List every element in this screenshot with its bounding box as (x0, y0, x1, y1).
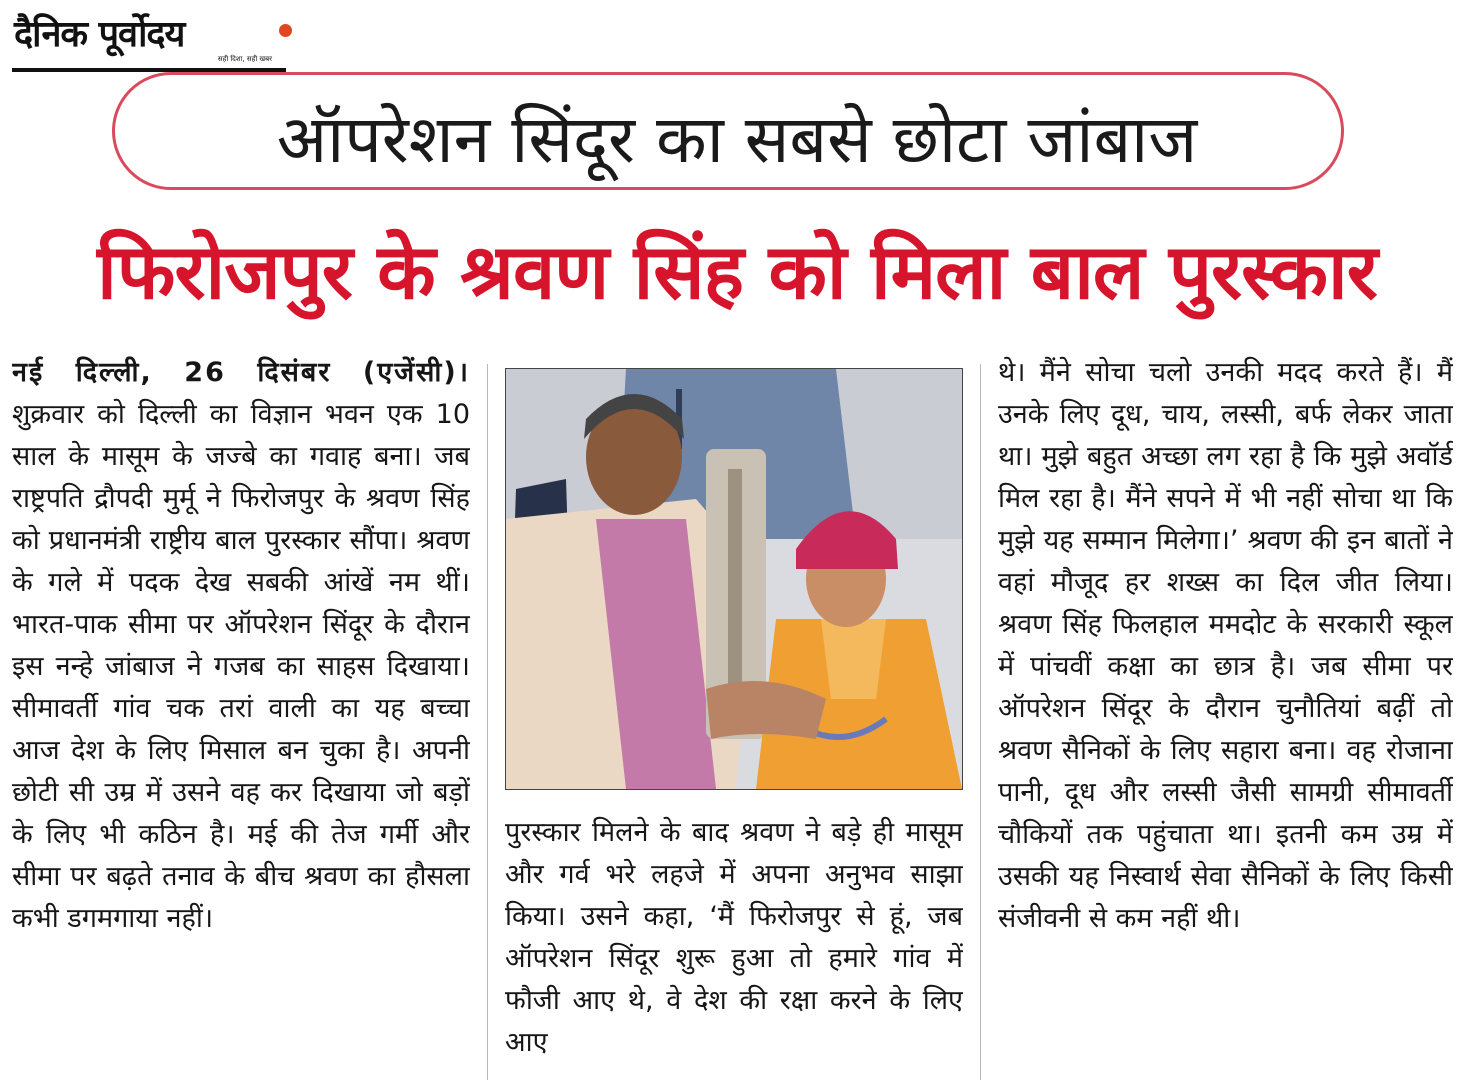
masthead-tagline: सही दिशा, सही खबर (217, 55, 272, 63)
column-2-text: पुरस्कार मिलने के बाद श्रवण ने बड़े ही मासूम और गर्व भरे लहजे में अपना अनुभव साझा किया। उसने कहा, ‘मैं फिरोजपुर से हूं, जब ऑपरेशन सिंदूर शुरू हुआ तो हमारे गांव में फौजी आए थे, वे देश की रक्षा करने के लिए आए (505, 817, 963, 1058)
article-column-1 (12, 352, 470, 1088)
dateline: नई दिल्ली, 26 दिसंबर (एजेंसी)। (12, 357, 470, 388)
news-photo (505, 368, 963, 790)
column-divider (980, 364, 981, 1080)
award-ceremony-photo (506, 369, 962, 789)
article-column-3 (998, 352, 1453, 1088)
kicker-heading: ऑपरेशन सिंदूर का सबसे छोटा जांबाज (276, 101, 1198, 178)
column-3-text: थे। मैंने सोचा चलो उनकी मदद करते हैं। मैं उनके लिए दूध, चाय, लस्सी, बर्फ लेकर जाता था। मुझे बहुत अच्छा लग रहा है कि मुझे अवॉर्ड मिल रहा है। मैंने सपने में भी नहीं सोचा था कि मुझे यह सम्मान मिलेगा।’ श्रवण की इन बातों ने वहां मौजूद हर शख्स का दिल जीत लिया। श्रवण सिंह फिलहाल ममदोट के सरकारी स्कूल में पांचवीं कक्षा का छात्र है। जब सीमा पर ऑपरेशन सिंदूर के दौरान चुनौतियां बढ़ीं तो श्रवण सैनिकों के लिए सहारा बना। वह रोजाना पानी, दूध और लस्सी जैसी सामग्री सीमावर्ती चौकियों तक पहुंचाता था। इतनी कम उम्र में उसकी यह निस्वार्थ सेवा सैनिकों के लिए किसी संजीवनी से कम नहीं थी। (998, 357, 1453, 934)
column-divider (487, 364, 488, 1080)
column-1-text: शुक्रवार को दिल्ली का विज्ञान भवन एक 10 साल के मासूम के जज्बे का गवाह बना। जब राष्ट्रपति द्रौपदी मुर्मू ने फिरोजपुर के श्रवण सिंह को प्रधानमंत्री राष्ट्रीय बाल पुरस्कार सौंपा। श्रवण के गले में पदक देख सबकी आंखें नम थीं। भारत-पाक सीमा पर ऑपरेशन सिंदूर के दौरान इस नन्हे जांबाज ने गजब का साहस दिखाया। सीमावर्ती गांव चक तरां वाली का यह बच्चा आज देश के लिए मिसाल बन चुका है। अपनी छोटी सी उम्र में उसने वह कर दिखाया जो बड़ों के लिए भी कठिन है। मई की तेज गर्मी और सीमा पर बढ़ते तनाव के बीच श्रवण का हौसला कभी डगमगाया नहीं। (12, 399, 470, 934)
masthead (12, 8, 286, 72)
masthead-dot-icon (279, 24, 292, 37)
article-column-2 (505, 812, 963, 1088)
main-headline: फिरोजपुर के श्रवण सिंह को मिला बाल पुरस्कार (97, 227, 1377, 316)
newspaper-name: दैनिक पूर्वोदय (14, 14, 185, 55)
